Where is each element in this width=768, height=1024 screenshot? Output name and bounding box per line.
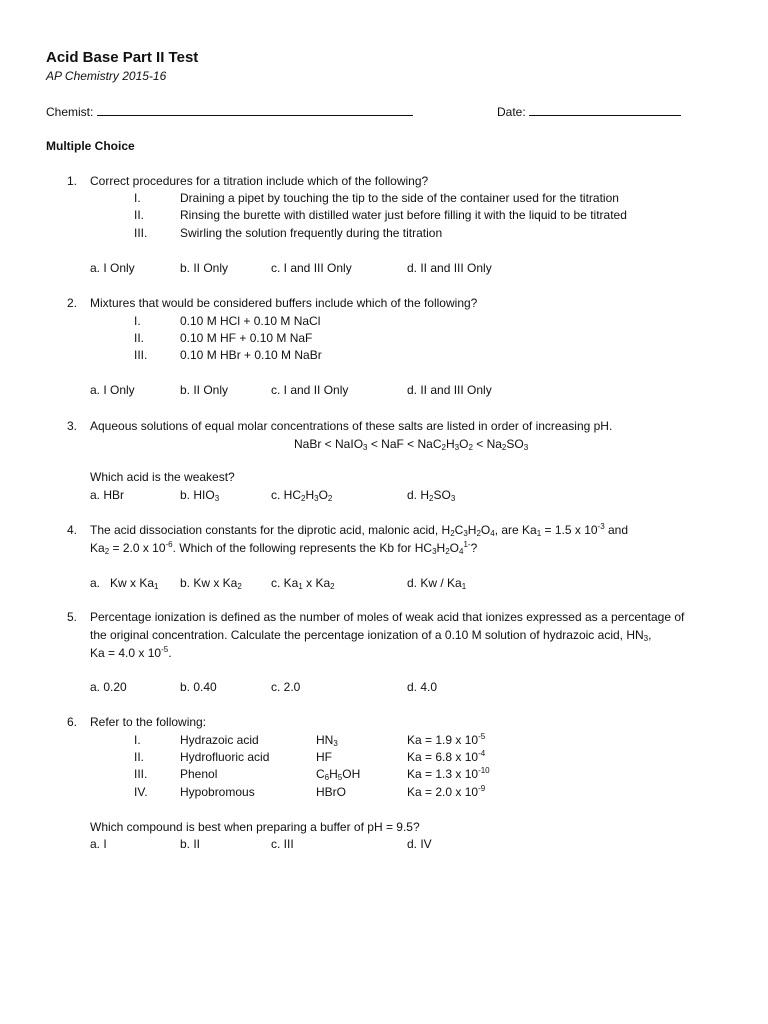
q6-row-name: Hydrazoic acid	[180, 733, 259, 747]
q6-row-roman: I.	[134, 733, 141, 747]
q1-choice-c[interactable]: c. I and III Only	[271, 261, 352, 275]
q6-row-ka: Ka = 1.9 x $10^{-5}$	[407, 732, 486, 747]
chemist-field[interactable]	[46, 104, 413, 119]
q1-item-roman: II.	[134, 208, 145, 222]
q3-choice-a[interactable]: a. HBr	[90, 488, 125, 502]
q6-choice-b[interactable]: b. II	[180, 837, 201, 851]
q5-stem-line3: Ka = 4.0 x $10^{-5}$.	[90, 645, 172, 660]
q4-choice-a[interactable]: a. Kw x $Ka_1$	[90, 576, 159, 591]
q5-choice-b[interactable]: b. 0.40	[180, 680, 217, 694]
q2-item-roman: I.	[134, 314, 141, 328]
q2-item-roman: III.	[134, 348, 148, 362]
q6-choice-a[interactable]: a. I	[90, 837, 107, 851]
q6-row-roman: IV.	[134, 785, 148, 799]
q6-row-ka: Ka = 2.0 x $10^{-9}$	[407, 784, 486, 799]
q1-item-text: Draining a pipet by touching the tip to the side of the container used for the titration	[180, 191, 619, 205]
q3-choice-c[interactable]: c. $HC_2H_3O_2$	[271, 488, 333, 503]
q1-number: 1.	[67, 174, 78, 188]
page-title: Acid Base Part II Test	[46, 49, 199, 66]
q6-row-name: Hydrofluoric acid	[180, 750, 270, 764]
q6-row-name: Hypobromous	[180, 785, 255, 799]
course-subtitle: AP Chemistry 2015-16	[46, 69, 167, 83]
q4-choice-b[interactable]: b. Kw x $Ka_2$	[180, 576, 242, 591]
q2-stem: Mixtures that would be considered buffers include which of the following?	[90, 296, 478, 310]
q6-row-ka: Ka = 1.3 x $10^{-10}$	[407, 766, 490, 781]
date-label: Date:	[497, 105, 526, 119]
chemist-label: Chemist:	[46, 105, 94, 119]
q4-stem-line2: $Ka_2 = 2.0$ x $10^{-6}$. Which of the following represents the Kb for $HC_3H_2O_4^{1-}$?	[90, 540, 478, 556]
q6-choice-c[interactable]: c. III	[271, 837, 294, 851]
q6-row-roman: II.	[134, 750, 145, 764]
q6-row-formula: HF	[316, 750, 332, 764]
q4-number: 4.	[67, 523, 78, 537]
q4-choice-c[interactable]: c. $Ka_1$ x $Ka_2$	[271, 576, 335, 591]
q6-row-ka: Ka = 6.8 x $10^{-4}$	[407, 749, 486, 764]
q1-choice-d[interactable]: d. II and III Only	[407, 261, 492, 275]
q1-stem: Correct procedures for a titration include which of the following?	[90, 174, 429, 188]
q2-item-text: 0.10 M HF + 0.10 M NaF	[180, 331, 313, 345]
q6-row-formula: $C_6H_5OH$	[316, 767, 361, 782]
q1-item-roman: I.	[134, 191, 141, 205]
q4-choice-d[interactable]: d. Kw / $Ka_1$	[407, 576, 467, 591]
q5-choice-d[interactable]: d. 4.0	[407, 680, 438, 694]
q5-number: 5.	[67, 610, 78, 624]
q5-choice-a[interactable]: a. 0.20	[90, 680, 127, 694]
q5-choice-c[interactable]: c. 2.0	[271, 680, 301, 694]
q3-choice-d[interactable]: d. $H_2SO_3$	[407, 488, 456, 503]
q6-row-roman: III.	[134, 767, 148, 781]
q3-salt-series: NaBr < NaIO$_3$ < NaF < $NaC_2H_3O_2 < Na_2SO_3$	[294, 437, 529, 452]
q1-choice-a[interactable]: a. I Only	[90, 261, 135, 275]
q1-item-text: Swirling the solution frequently during the titration	[180, 226, 443, 240]
q1-item-roman: III.	[134, 226, 148, 240]
q1-item-text: Rinsing the burette with distilled water just before filling it with the liquid to be titrated	[180, 208, 627, 222]
q3-number: 3.	[67, 419, 78, 433]
q6-row-name: Phenol	[180, 767, 218, 781]
q5-stem-line2: the original concentration. Calculate the percentage ionization of a 0.10 M solution of hydrazoic acid, $HN_3$,	[90, 628, 652, 643]
q2-item-roman: II.	[134, 331, 145, 345]
q2-choice-a[interactable]: a. I Only	[90, 383, 135, 397]
chemist-blank[interactable]	[97, 104, 413, 116]
q6-stem: Refer to the following:	[90, 715, 207, 729]
q2-number: 2.	[67, 296, 78, 310]
q6-choice-d[interactable]: d. IV	[407, 837, 432, 851]
q2-choice-d[interactable]: d. II and III Only	[407, 383, 492, 397]
date-blank[interactable]	[529, 104, 681, 116]
q3-stem: Aqueous solutions of equal molar concentrations of these salts are listed in order of increasing pH.	[90, 419, 613, 433]
q3-choice-b[interactable]: b. $HIO_3$	[180, 488, 220, 503]
q6-question: Which compound is best when preparing a buffer of pH = 9.5?	[90, 820, 420, 834]
q2-item-text: 0.10 M HCl + 0.10 M NaCl	[180, 314, 321, 328]
section-heading: Multiple Choice	[46, 139, 135, 153]
q6-row-formula: HBrO	[316, 785, 346, 799]
q5-stem-line1: Percentage ionization is defined as the number of moles of weak acid that ionizes expressed as a percentage of	[90, 610, 685, 624]
q1-choice-b[interactable]: b. II Only	[180, 261, 229, 275]
q4-stem-line1: The acid dissociation constants for the diprotic acid, malonic acid, $H_2C_3H_2O_4$, are $Ka_1 = 1.5$ x $10^{-3}$ and	[90, 522, 629, 538]
q3-question: Which acid is the weakest?	[90, 470, 235, 484]
q6-number: 6.	[67, 715, 78, 729]
q6-row-formula: $HN_3$	[316, 733, 338, 748]
q2-choice-c[interactable]: c. I and II Only	[271, 383, 349, 397]
date-field[interactable]	[497, 104, 681, 119]
q2-item-text: 0.10 M HBr + 0.10 M NaBr	[180, 348, 322, 362]
q2-choice-b[interactable]: b. II Only	[180, 383, 229, 397]
